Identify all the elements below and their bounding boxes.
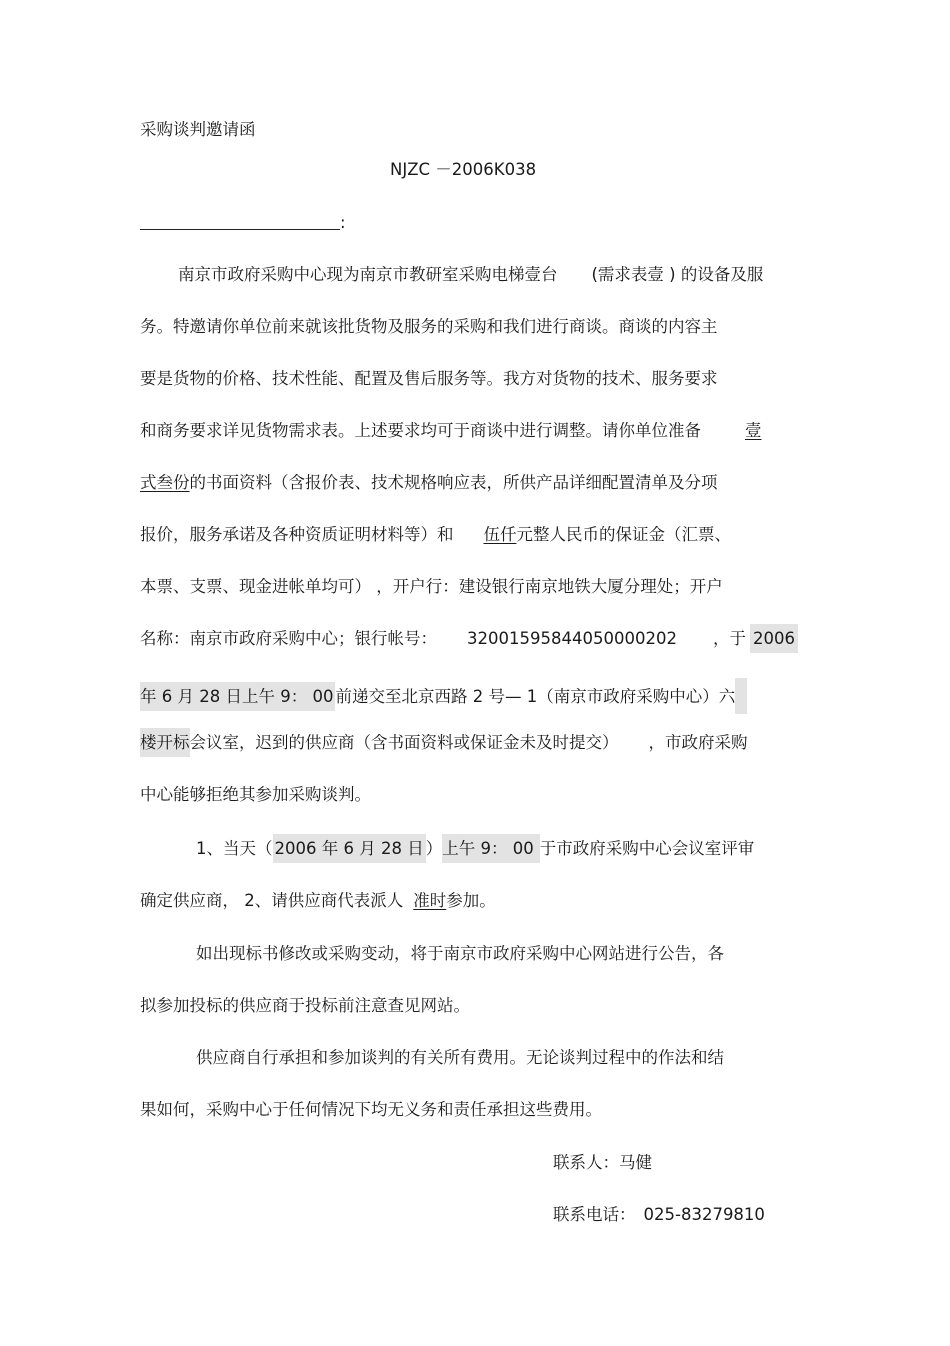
deposit-amount: 伍仟 xyxy=(483,525,517,544)
copies-format: 式叁份 xyxy=(140,473,190,492)
p4-line-2: 果如何，采购中心于任何情况下均无义务和责任承担这些费用。 xyxy=(140,1100,602,1119)
p3-line-2: 拟参加投标的供应商于投标前注意查见网站。 xyxy=(140,996,470,1015)
p1-line-9: 年 6 月 28 日上午 9： 00 前递交至北京西路 2 号— 1（南京市政府采购中心）六 xyxy=(140,678,747,704)
p2-line-1: 1、当天（ 2006 年 6 月 28 日 ）上午 9： 00 于市政府采购中心会议室评审 xyxy=(196,836,754,862)
p1-line-8: 名称：南京市政府采购中心；银行帐号： 32001595844050000202 ，于 2006 xyxy=(140,626,798,652)
contact-person: 联系人：马健 xyxy=(553,1153,652,1172)
p1-line-5: 式叁份的书面资料（含报价表、技术规格响应表，所供产品详细配置清单及分项 xyxy=(140,473,718,492)
p3-line-1: 如出现标书修改或采购变动，将于南京市政府采购中心网站进行公告，各 xyxy=(196,944,724,963)
meeting-room-highlight: 楼开标 xyxy=(140,728,190,757)
recipient-blank xyxy=(140,211,340,230)
contact-phone-line xyxy=(553,1202,765,1228)
p1-line-7: 本票、支票、现金进帐单均可） ，开户行：建设银行南京地铁大厦分理处；开户 xyxy=(140,577,723,596)
salutation-colon: : xyxy=(340,213,346,232)
copies-count: 壹 xyxy=(745,421,762,440)
p4-line-1: 供应商自行承担和参加谈判的有关所有费用。无论谈判过程中的作法和结 xyxy=(196,1048,724,1067)
p1-line-4: 和商务要求详见货物需求表。上述要求均可于商谈中进行调整。请你单位准备 壹 xyxy=(140,421,762,440)
deadline-year: 2006 xyxy=(750,624,798,653)
contact-phone-number: 025-83279810 xyxy=(643,1205,765,1224)
p1-line-3: 要是货物的价格、技术性能、配置及售后服务等。我方对货物的技术、服务要求 xyxy=(140,369,718,388)
p2-line-2: 确定供应商， 2、请供应商代表派人 准时参加。 xyxy=(140,891,496,910)
deadline-datetime: 年 6 月 28 日上午 9： 00 xyxy=(140,682,335,711)
p1-line-1: 南京市政府采购中心现为南京市教研室采购电梯壹台 (需求表壹 ) 的设备及服 xyxy=(178,265,764,284)
salutation-line xyxy=(140,210,346,236)
on-time-note: 准时 xyxy=(413,891,447,910)
document-title: 采购谈判邀请函 xyxy=(140,120,256,139)
review-date: 2006 年 6 月 28 日 xyxy=(273,834,426,863)
p1-line-6: 报价，服务承诺及各种资质证明材料等）和 伍仟元整人民币的保证金（汇票、 xyxy=(140,525,731,544)
review-time: 上午 9： 00 xyxy=(442,834,539,863)
p1-line-10: 楼开标会议室，迟到的供应商（含书面资料或保证金未及时提交） ，市政府采购 xyxy=(140,730,748,756)
p1-line-2: 务。特邀请你单位前来就该批货物及服务的采购和我们进行商谈。商谈的内容主 xyxy=(140,317,718,336)
contact-phone-label: 联系电话： xyxy=(553,1205,636,1224)
document-number: NJZC －2006K038 xyxy=(390,160,537,179)
p1-line-11: 中心能够拒绝其参加采购谈判。 xyxy=(140,785,371,804)
bank-account-number: 32001595844050000202 xyxy=(467,629,677,648)
